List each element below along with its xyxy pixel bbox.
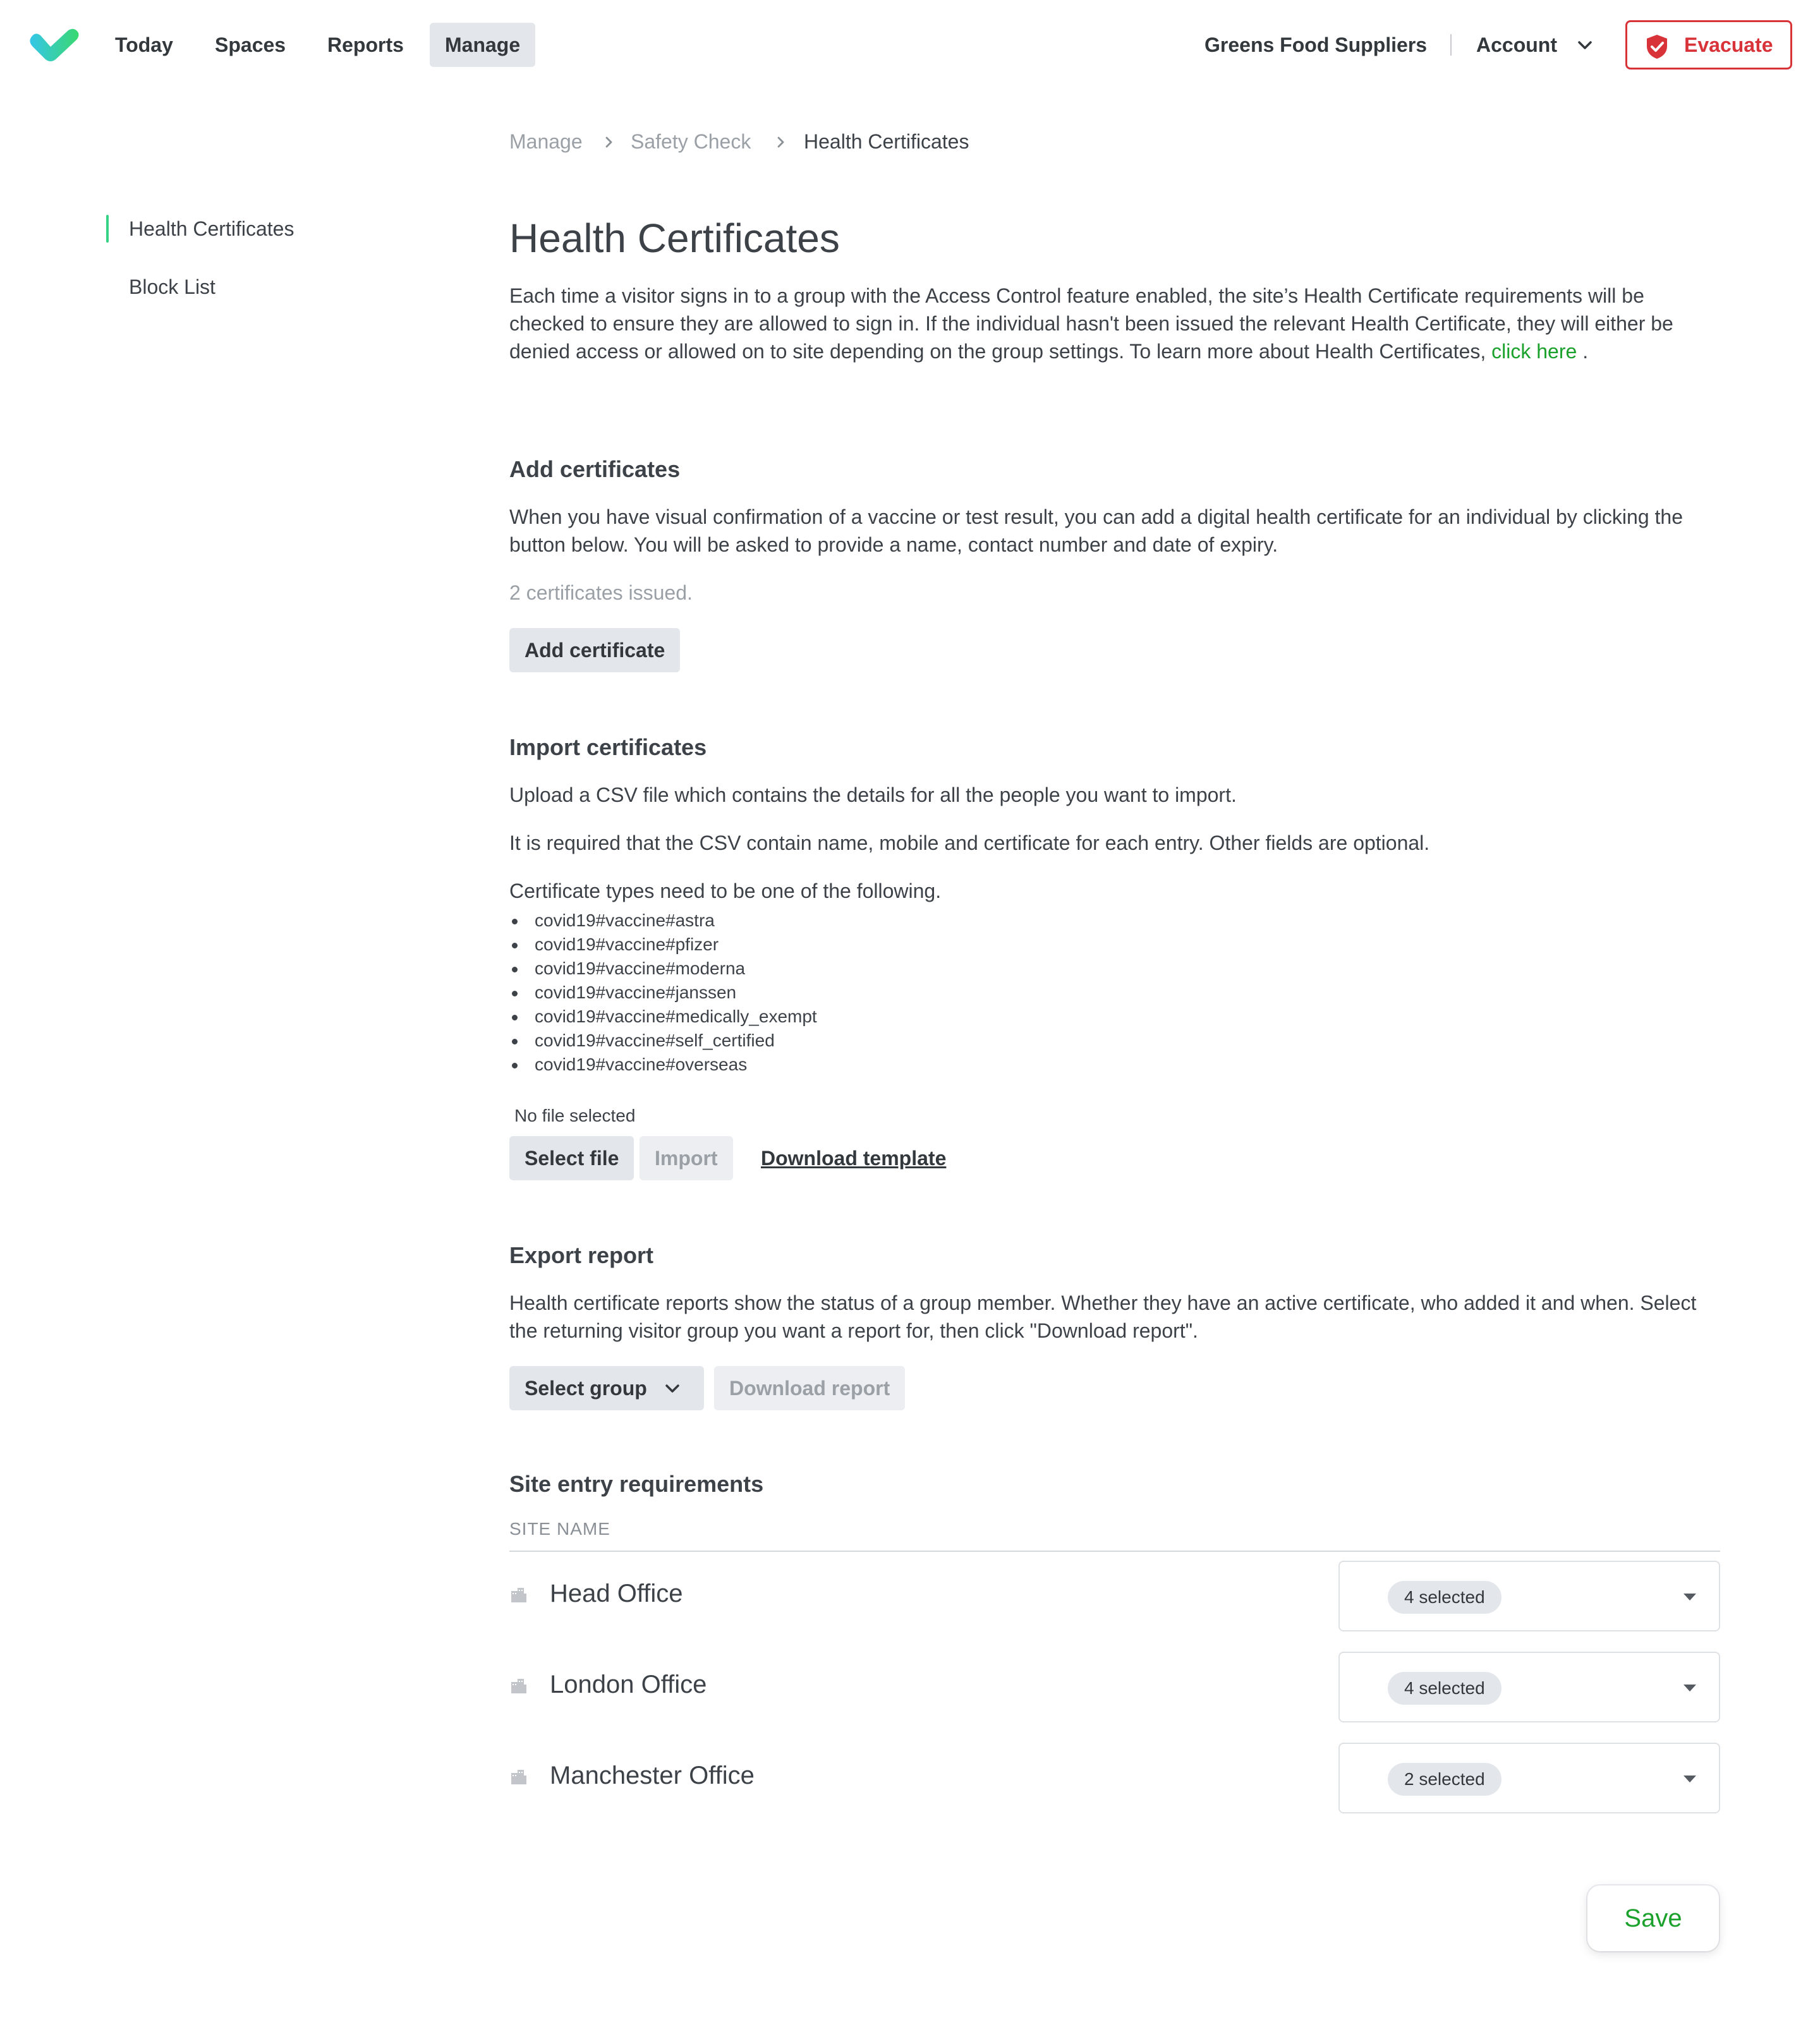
table-row (509, 1652, 1720, 1722)
evacuate-button[interactable] (1625, 20, 1792, 70)
select-group-label: Select group (525, 1377, 647, 1400)
export-report-heading: Export report (509, 1242, 654, 1268)
list-item: covid19#vaccine#astra (535, 909, 817, 933)
import-button[interactable]: Import (640, 1136, 733, 1180)
intro-end: . (1577, 340, 1589, 363)
caret-down-icon (1684, 1594, 1696, 1600)
caret-down-icon (1684, 1685, 1696, 1691)
nav-spaces[interactable]: Spaces (215, 33, 286, 56)
page-title: Health Certificates (509, 215, 840, 261)
import-line-3: Certificate types need to be one of the following. (509, 880, 942, 902)
selected-count-chip: 4 selected (1388, 1581, 1502, 1614)
nav-today[interactable]: Today (115, 33, 173, 56)
site-name: Head Office (550, 1580, 683, 1607)
certificate-types-list (535, 909, 817, 1077)
selected-count-chip: 4 selected (1388, 1672, 1502, 1705)
sidebar-item-health-certificates[interactable]: Health Certificates (129, 217, 294, 240)
list-item: covid19#vaccine#self_certified (535, 1029, 817, 1053)
import-line-1: Upload a CSV file which contains the details for all the people you want to import. (509, 784, 1237, 806)
table-row (509, 1743, 1720, 1813)
list-item: covid19#vaccine#overseas (535, 1053, 817, 1077)
building-icon (509, 1677, 527, 1695)
select-group-dropdown[interactable] (509, 1366, 704, 1410)
breadcrumb-manage[interactable]: Manage (509, 130, 583, 153)
list-item: covid19#vaccine#janssen (535, 981, 817, 1005)
list-item: covid19#vaccine#pfizer (535, 933, 817, 957)
account-menu[interactable]: Account (1476, 33, 1557, 56)
chevron-right-icon (774, 135, 787, 149)
add-certificates-description: When you have visual confirmation of a vaccine or test result, you can add a digital health certificate for an individual by clicking the button below. You will be asked to provide a name, contact number and date of expiry. (509, 505, 1683, 556)
save-button[interactable]: Save (1587, 1885, 1719, 1951)
nav-reports[interactable]: Reports (327, 33, 404, 56)
table-row (509, 1561, 1720, 1631)
nav-divider (1450, 34, 1452, 56)
import-certificates-heading: Import certificates (509, 734, 707, 760)
chevron-down-icon (664, 1380, 681, 1398)
selected-count-chip: 2 selected (1388, 1763, 1502, 1796)
intro-paragraph (509, 282, 1716, 365)
nav-manage[interactable]: Manage (430, 23, 535, 67)
building-icon (509, 1768, 527, 1786)
export-report-description: Health certificate reports show the status of a group member. Whether they have an active certificate, who added it and when. Select the returning visitor group you want a report for, then click "Download report". (509, 1292, 1697, 1342)
download-report-button[interactable]: Download report (714, 1366, 905, 1410)
checkmark-logo-icon[interactable] (29, 28, 80, 63)
learn-more-link[interactable]: click here (1491, 340, 1577, 363)
caret-down-icon (1684, 1776, 1696, 1782)
sidebar-item-block-list[interactable]: Block List (129, 275, 215, 298)
certificates-issued-count: 2 certificates issued. (509, 581, 693, 604)
chevron-right-icon (602, 135, 616, 149)
shield-check-icon (1645, 33, 1669, 60)
site-entry-heading: Site entry requirements (509, 1471, 764, 1497)
add-certificate-button[interactable]: Add certificate (509, 628, 680, 672)
sidebar-active-indicator (106, 215, 109, 243)
evacuate-label: Evacuate (1684, 33, 1773, 56)
intro-text: Each time a visitor signs in to a group with the Access Control feature enabled, the site’s Health Certificate requirements will be checked to ensure they are allowed to sign in. If the individual hasn't been issued the relevant Health Certificate, they will either be denied access or allowed on to site depending on the group settings. To learn more about Health Certificates, (509, 284, 1673, 363)
chevron-down-icon[interactable] (1576, 37, 1594, 54)
site-name: Manchester Office (550, 1762, 755, 1789)
breadcrumb-safety-check[interactable]: Safety Check (631, 130, 751, 153)
certificate-requirements-select[interactable] (1338, 1652, 1720, 1722)
organization-name: Greens Food Suppliers (1204, 33, 1428, 56)
import-line-2: It is required that the CSV contain name, mobile and certificate for each entry. Other fields are optional. (509, 832, 1430, 854)
download-template-link[interactable]: Download template (761, 1147, 947, 1170)
building-icon (509, 1586, 527, 1604)
file-status: No file selected (514, 1106, 636, 1125)
breadcrumb-health-certificates: Health Certificates (804, 130, 969, 153)
list-item: covid19#vaccine#moderna (535, 957, 817, 981)
site-name-column-header: SITE NAME (509, 1519, 610, 1539)
table-divider (509, 1551, 1720, 1552)
list-item: covid19#vaccine#medically_exempt (535, 1005, 817, 1029)
top-nav (0, 0, 1820, 91)
certificate-requirements-select[interactable] (1338, 1561, 1720, 1631)
site-name: London Office (550, 1671, 707, 1698)
certificate-requirements-select[interactable] (1338, 1743, 1720, 1813)
add-certificates-heading: Add certificates (509, 456, 681, 482)
select-file-button[interactable]: Select file (509, 1136, 634, 1180)
